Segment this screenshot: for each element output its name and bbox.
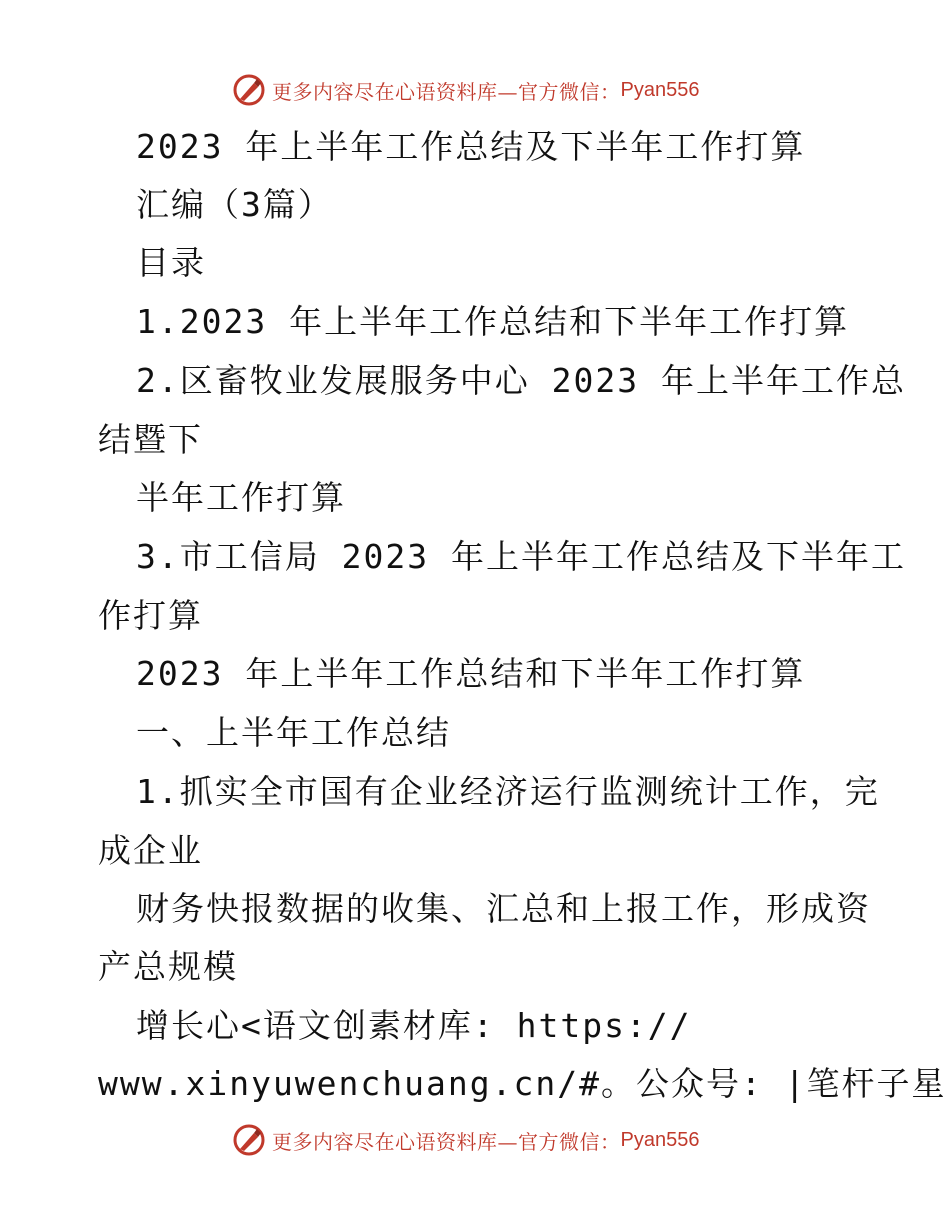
paragraph-line: 增长心<语文创素材库: https:// xyxy=(136,1006,692,1045)
paragraph-line: 产总规模 xyxy=(98,947,238,986)
banner-wechat-id: Pyan556 xyxy=(620,1128,700,1151)
section-heading: 一、上半年工作总结 xyxy=(136,713,451,752)
doc-title-line-1: 2023 年上半年工作总结及下半年工作打算 xyxy=(136,127,806,166)
header-banner xyxy=(232,72,752,108)
paragraph-line: www.xinyuwenchuang.cn/#。公众号: |笔杆子星 xyxy=(98,1064,947,1103)
footer-banner xyxy=(232,1122,752,1158)
pen-logo-icon xyxy=(232,73,266,107)
section-title: 2023 年上半年工作总结和下半年工作打算 xyxy=(136,654,806,693)
doc-title-line-2: 汇编（3篇） xyxy=(136,185,333,224)
toc-item-3: 3.市工信局 2023 年上半年工作总结及下半年工 xyxy=(136,537,906,576)
paragraph-line: 财务快报数据的收集、汇总和上报工作，形成资 xyxy=(136,889,871,928)
toc-item-2-cont-2: 半年工作打算 xyxy=(136,478,346,517)
paragraph-line: 成企业 xyxy=(98,831,203,870)
toc-item-1: 1.2023 年上半年工作总结和下半年工作打算 xyxy=(136,302,850,341)
toc-item-2: 2.区畜牧业发展服务中心 2023 年上半年工作总 xyxy=(136,361,906,400)
banner-text: 更多内容尽在心语资料库—官方微信： xyxy=(272,1129,621,1154)
banner-text: 更多内容尽在心语资料库—官方微信： xyxy=(272,79,621,104)
toc-heading: 目录 xyxy=(136,243,206,282)
toc-item-3-cont: 作打算 xyxy=(98,596,203,635)
toc-item-2-cont: 结暨下 xyxy=(98,420,203,459)
paragraph-line: 1.抓实全市国有企业经济运行监测统计工作，完 xyxy=(136,772,880,811)
pen-logo-icon xyxy=(232,1123,266,1157)
banner-wechat-id: Pyan556 xyxy=(620,78,700,101)
